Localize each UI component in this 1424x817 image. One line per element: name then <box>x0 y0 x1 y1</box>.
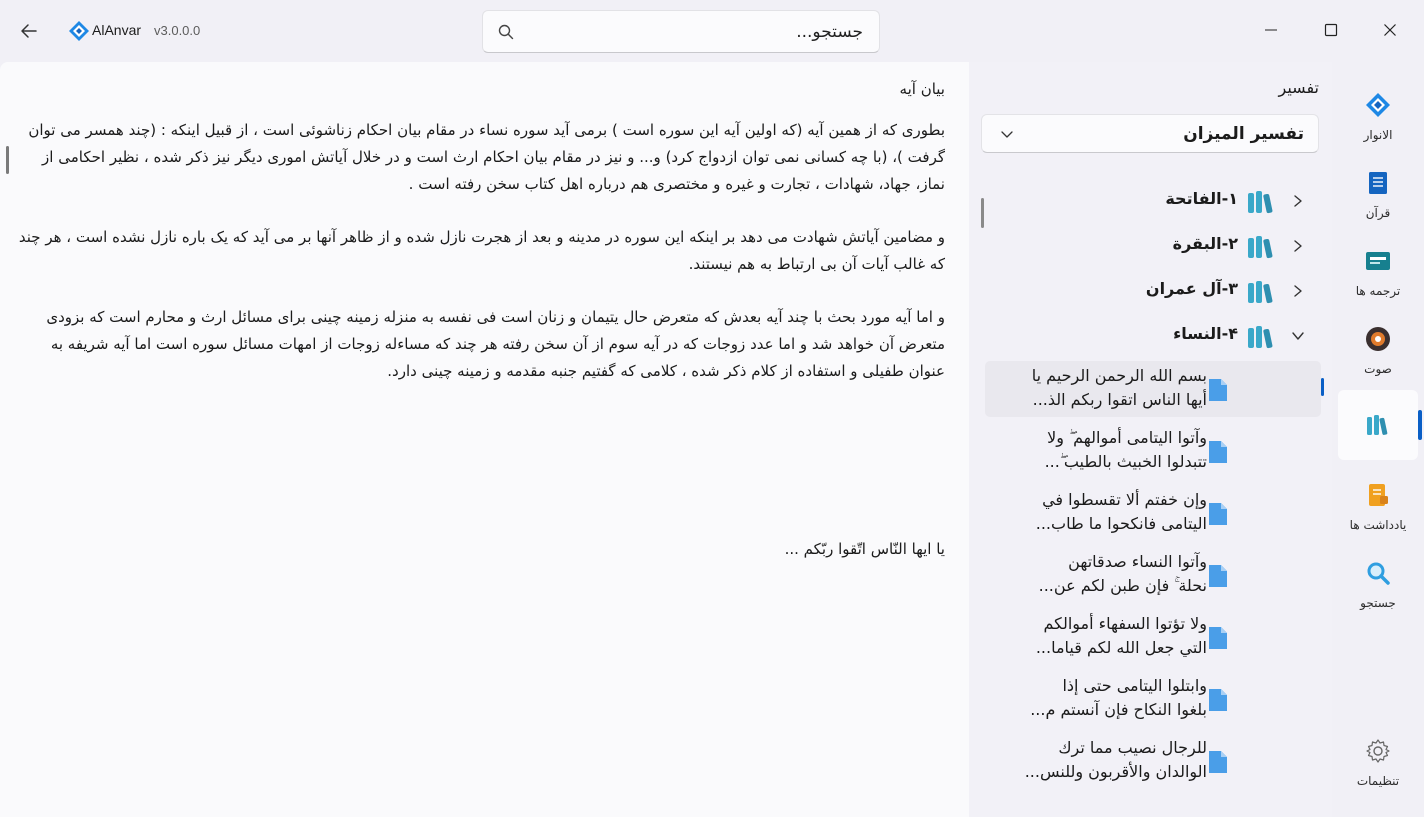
tafsir-heading: بیان آیه <box>899 80 945 98</box>
tree-item-ayah[interactable] <box>985 733 1321 789</box>
nav-label: جستجو <box>1360 596 1396 610</box>
maximize-icon <box>1324 23 1338 37</box>
library-icon <box>1365 412 1391 438</box>
selection-indicator <box>1321 378 1324 396</box>
tree-item-surah-expanded[interactable] <box>981 316 1332 356</box>
tree-item-ayah[interactable] <box>985 547 1321 603</box>
tafsir-paragraph: و مضامین آیاتش شهادت می دهد بر اینکه این سوره در مدینه و بعد از هجرت نازل شده و از ظاهر آنها بر می آید که یک باره نازل نشده است ، هر چند که غالب آیات آن بی ارتباط به هم نیستند. <box>18 228 945 273</box>
search-box[interactable] <box>482 10 880 53</box>
ayah-text: وآتوا النساء صدقاتهن نحلة ۚ فإن طبن لكم عن... <box>1038 552 1207 595</box>
nav-item-audio[interactable] <box>1338 316 1418 386</box>
document-icon <box>1207 501 1229 527</box>
back-button[interactable] <box>12 14 46 48</box>
surah-label: ۴-النساء <box>1173 324 1238 343</box>
nav-item-alanvar[interactable] <box>1338 82 1418 152</box>
chevron-right-icon <box>1290 238 1306 254</box>
tree-item-ayah[interactable] <box>985 485 1321 541</box>
nav-label: قرآن <box>1365 206 1391 220</box>
maximize-button[interactable] <box>1308 10 1354 50</box>
translation-icon <box>1365 248 1391 274</box>
tafsir-select-value: تفسیر المیزان <box>1183 124 1304 144</box>
verse-excerpt: یا ایها النّاس اتّقوا ربّکم ... <box>784 540 945 558</box>
surah-label: ۲-البقرة <box>1172 234 1238 253</box>
document-icon <box>1207 625 1229 651</box>
chevron-right-icon <box>1290 283 1306 299</box>
app-title: AlAnvar <box>92 22 142 38</box>
ayah-text: وإن خفتم ألا تقسطوا في اليتامى فانكحوا ما طاب... <box>1035 490 1207 533</box>
close-icon <box>1383 23 1397 37</box>
document-icon <box>1207 687 1229 713</box>
tafsir-tree-pane <box>969 62 1332 817</box>
tree-item-ayah[interactable] <box>985 671 1321 727</box>
notes-icon <box>1365 482 1391 508</box>
nav-item-translations[interactable] <box>1338 238 1418 308</box>
alanvar-logo-icon <box>68 20 90 42</box>
nav-item-settings[interactable] <box>1338 728 1418 798</box>
tree-item-ayah[interactable] <box>985 423 1321 479</box>
nav-label: یادداشت ها <box>1349 518 1407 532</box>
document-icon <box>1207 439 1229 465</box>
ayah-text: للرجال نصيب مما ترك الوالدان والأقربون وللنس... <box>1024 738 1207 781</box>
app-version: v3.0.0.0 <box>154 23 201 38</box>
chevron-down-icon <box>1000 127 1014 141</box>
tafsir-content-pane <box>0 62 969 817</box>
tree-item-surah[interactable] <box>981 271 1332 311</box>
tafsir-paragraph: بطوری که از همین آیه (که اولین آیه این سوره است ) برمی آید سوره نساء در مقام بیان احکام زناشوئی است ، از قبیل اینکه : (چند همسر می توان گرفت )، (با چه کسانی نمی توان ازدواج کرد) و... و نیز در مقام بیان احکام ارث است و در خلال آیاتش اموری دیگر نیز ذکر شده ، نظیر احکامی از نماز، جهاد، شهادات ، تجارت و غیره و مختصری هم درباره اهل کتاب سخن رفته است . <box>28 121 945 193</box>
document-icon <box>1207 377 1229 403</box>
document-icon <box>1207 749 1229 775</box>
nav-item-notes[interactable] <box>1338 472 1418 542</box>
minimize-icon <box>1264 23 1278 37</box>
ayah-text: ولا تؤتوا السفهاء أموالكم التي جعل الله لكم قياما... <box>1035 614 1207 657</box>
tree-item-surah[interactable] <box>981 226 1332 266</box>
audio-icon <box>1365 326 1391 352</box>
library-icon <box>1246 279 1276 305</box>
alanvar-logo-icon <box>1365 92 1391 118</box>
nav-label: صوت <box>1364 362 1392 376</box>
book-icon <box>1365 170 1391 196</box>
ayah-text: وآتوا اليتامى أموالهم ۖ ولا تتبدلوا الخبيث بالطيب ۖ... <box>1044 428 1207 471</box>
title-bar <box>0 0 1424 62</box>
tree-title: تفسیر <box>1278 78 1319 97</box>
library-icon <box>1246 234 1276 260</box>
chevron-right-icon <box>1290 193 1306 209</box>
nav-label: تنظیمات <box>1356 774 1400 788</box>
gear-icon <box>1365 738 1391 764</box>
nav-label: ترجمه ها <box>1355 284 1401 298</box>
arrow-left-icon <box>20 22 38 40</box>
tafsir-text <box>10 76 945 411</box>
surah-label: ۱-الفاتحة <box>1165 189 1238 208</box>
ayah-text: وابتلوا اليتامى حتى إذا بلغوا النكاح فإن آنستم م... <box>1030 676 1207 719</box>
nav-label: الانوار <box>1363 128 1393 142</box>
tafsir-select[interactable] <box>981 114 1319 153</box>
close-button[interactable] <box>1367 10 1413 50</box>
search-input[interactable] <box>483 11 879 52</box>
nav-item-quran[interactable] <box>1338 160 1418 230</box>
tree-item-ayah[interactable] <box>985 361 1321 417</box>
ayah-text: بسم الله الرحمن الرحيم يا أيها الناس اتقوا ربكم الذ... <box>1031 366 1207 409</box>
minimize-button[interactable] <box>1248 10 1294 50</box>
surah-label: ۳-آل عمران <box>1145 279 1238 298</box>
chevron-down-icon <box>1290 328 1306 344</box>
search-icon <box>497 23 515 41</box>
library-icon <box>1246 189 1276 215</box>
navigation-rail <box>1332 62 1424 817</box>
tree-item-ayah[interactable] <box>985 609 1321 665</box>
library-icon <box>1246 324 1276 350</box>
tafsir-paragraph: و اما آیه مورد بحث با چند آیه بعدش که متعرض حال یتیمان و زنان است فی نفسه به منزله زمینه چینی برای مسائل ارث و محارم است که بزودی متعرض آن خواهد شد و اما عدد زوجات که در آیه سوم از آن سخن رفته هر چند که مساءله زوجات از امهات مسائل سوره است اما آیه شریفه به عنوان طفیلی و استفاده از کلام ذکر شده ، کلامی که گفتیم جنبه مقدمه و زمینه چینی دارد. <box>46 308 945 380</box>
search-icon <box>1365 560 1391 586</box>
document-icon <box>1207 563 1229 589</box>
nav-item-tafsir[interactable] <box>1338 390 1418 460</box>
content-scrollbar[interactable] <box>6 146 9 174</box>
nav-active-indicator <box>1418 410 1422 440</box>
tree-item-surah[interactable] <box>981 181 1332 221</box>
nav-item-search[interactable] <box>1338 550 1418 620</box>
